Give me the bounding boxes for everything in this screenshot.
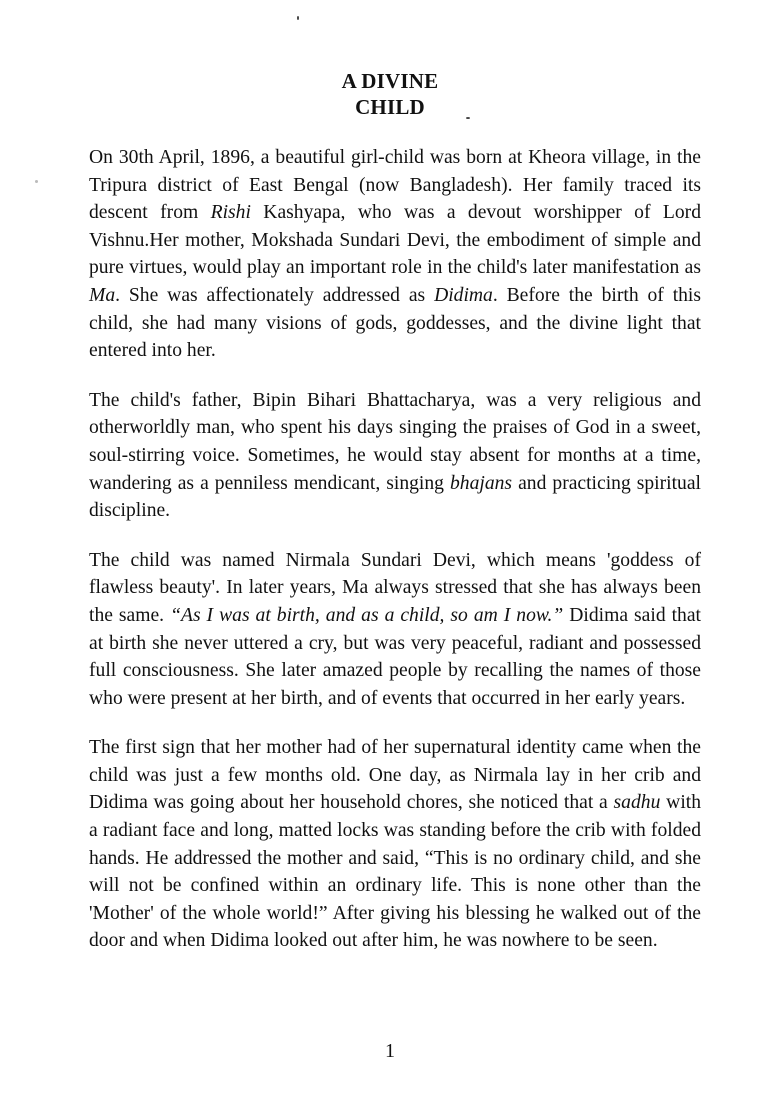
chapter-title-line-2: CHILD <box>355 95 425 119</box>
italic-text: sadhu <box>613 792 661 814</box>
paragraph <box>89 547 701 713</box>
text-run: with a radiant face and long, matted locks was standing before the crib with folded hands. He addressed the mother and said, “This is no ordinary child, and she will not be confined within an ordinary life. This is none other than the 'Mother' of the whole world!” After giving his blessing he walked out of the door and when Didima looked out after him, he was nowhere to be seen. <box>89 792 701 952</box>
paragraph <box>89 734 701 955</box>
text-run: Kashyapa, who was a devout worshipper of Lord Vishnu.Her mother, Mokshada Sundari Devi, the embodiment of simple and pure virtues, would play an important role in the child's later manifestation as <box>89 202 701 279</box>
print-speck <box>297 16 299 20</box>
text-run: The first sign that her mother had of her supernatural identity came when the child was just a few months old. One day, as Nirmala lay in her crib and Didima was going about her household chores, she noticed that a <box>89 737 701 814</box>
text-run: The child was named Nirmala Sundari Devi, which means 'goddess of flawless beauty'. In later years, Ma always stressed that she has always been the same. <box>89 549 701 626</box>
italic-text: Ma <box>89 284 116 306</box>
text-run: . Before the birth of this child, she had many visions of gods, goddesses, and the divine light that entered into her. <box>89 284 701 362</box>
italic-text: “As I was at birth, and as a child, so am I now.” <box>170 604 564 626</box>
body-text <box>89 144 701 977</box>
italic-text: bhajans <box>450 472 513 494</box>
italic-text: Rishi <box>210 202 251 224</box>
paragraph <box>89 144 701 365</box>
chapter-title <box>0 68 780 120</box>
text-run: The child's father, Bipin Bihari Bhattacharya, was a very religious and otherworldly man, who spent his days singing the praises of God in a sweet, soul-stirring voice. Sometimes, he would stay absent for months at a time, wandering as a penniless mendicant, singing <box>89 389 701 494</box>
text-run: . She was affectionately addressed as <box>115 284 435 306</box>
page-number: 1 <box>385 1040 395 1062</box>
text-run: Didima said that at birth she never uttered a cry, but was very peaceful, radiant and possessed full consciousness. She later amazed people by recalling the names of those who were present at her birth, and of events that occurred in her early years. <box>89 604 701 709</box>
text-run: On 30th April, 1896, a beautiful girl-child was born at Kheora village, in the Tripura district of East Bengal (now Bangladesh). Her family traced its descent from <box>89 147 701 224</box>
chapter-title-line-1: A DIVINE <box>341 69 439 93</box>
print-speck <box>35 180 38 183</box>
italic-text: Didima <box>434 284 493 306</box>
text-run: and practicing spiritual discipline. <box>89 472 701 522</box>
paragraph <box>89 387 701 525</box>
